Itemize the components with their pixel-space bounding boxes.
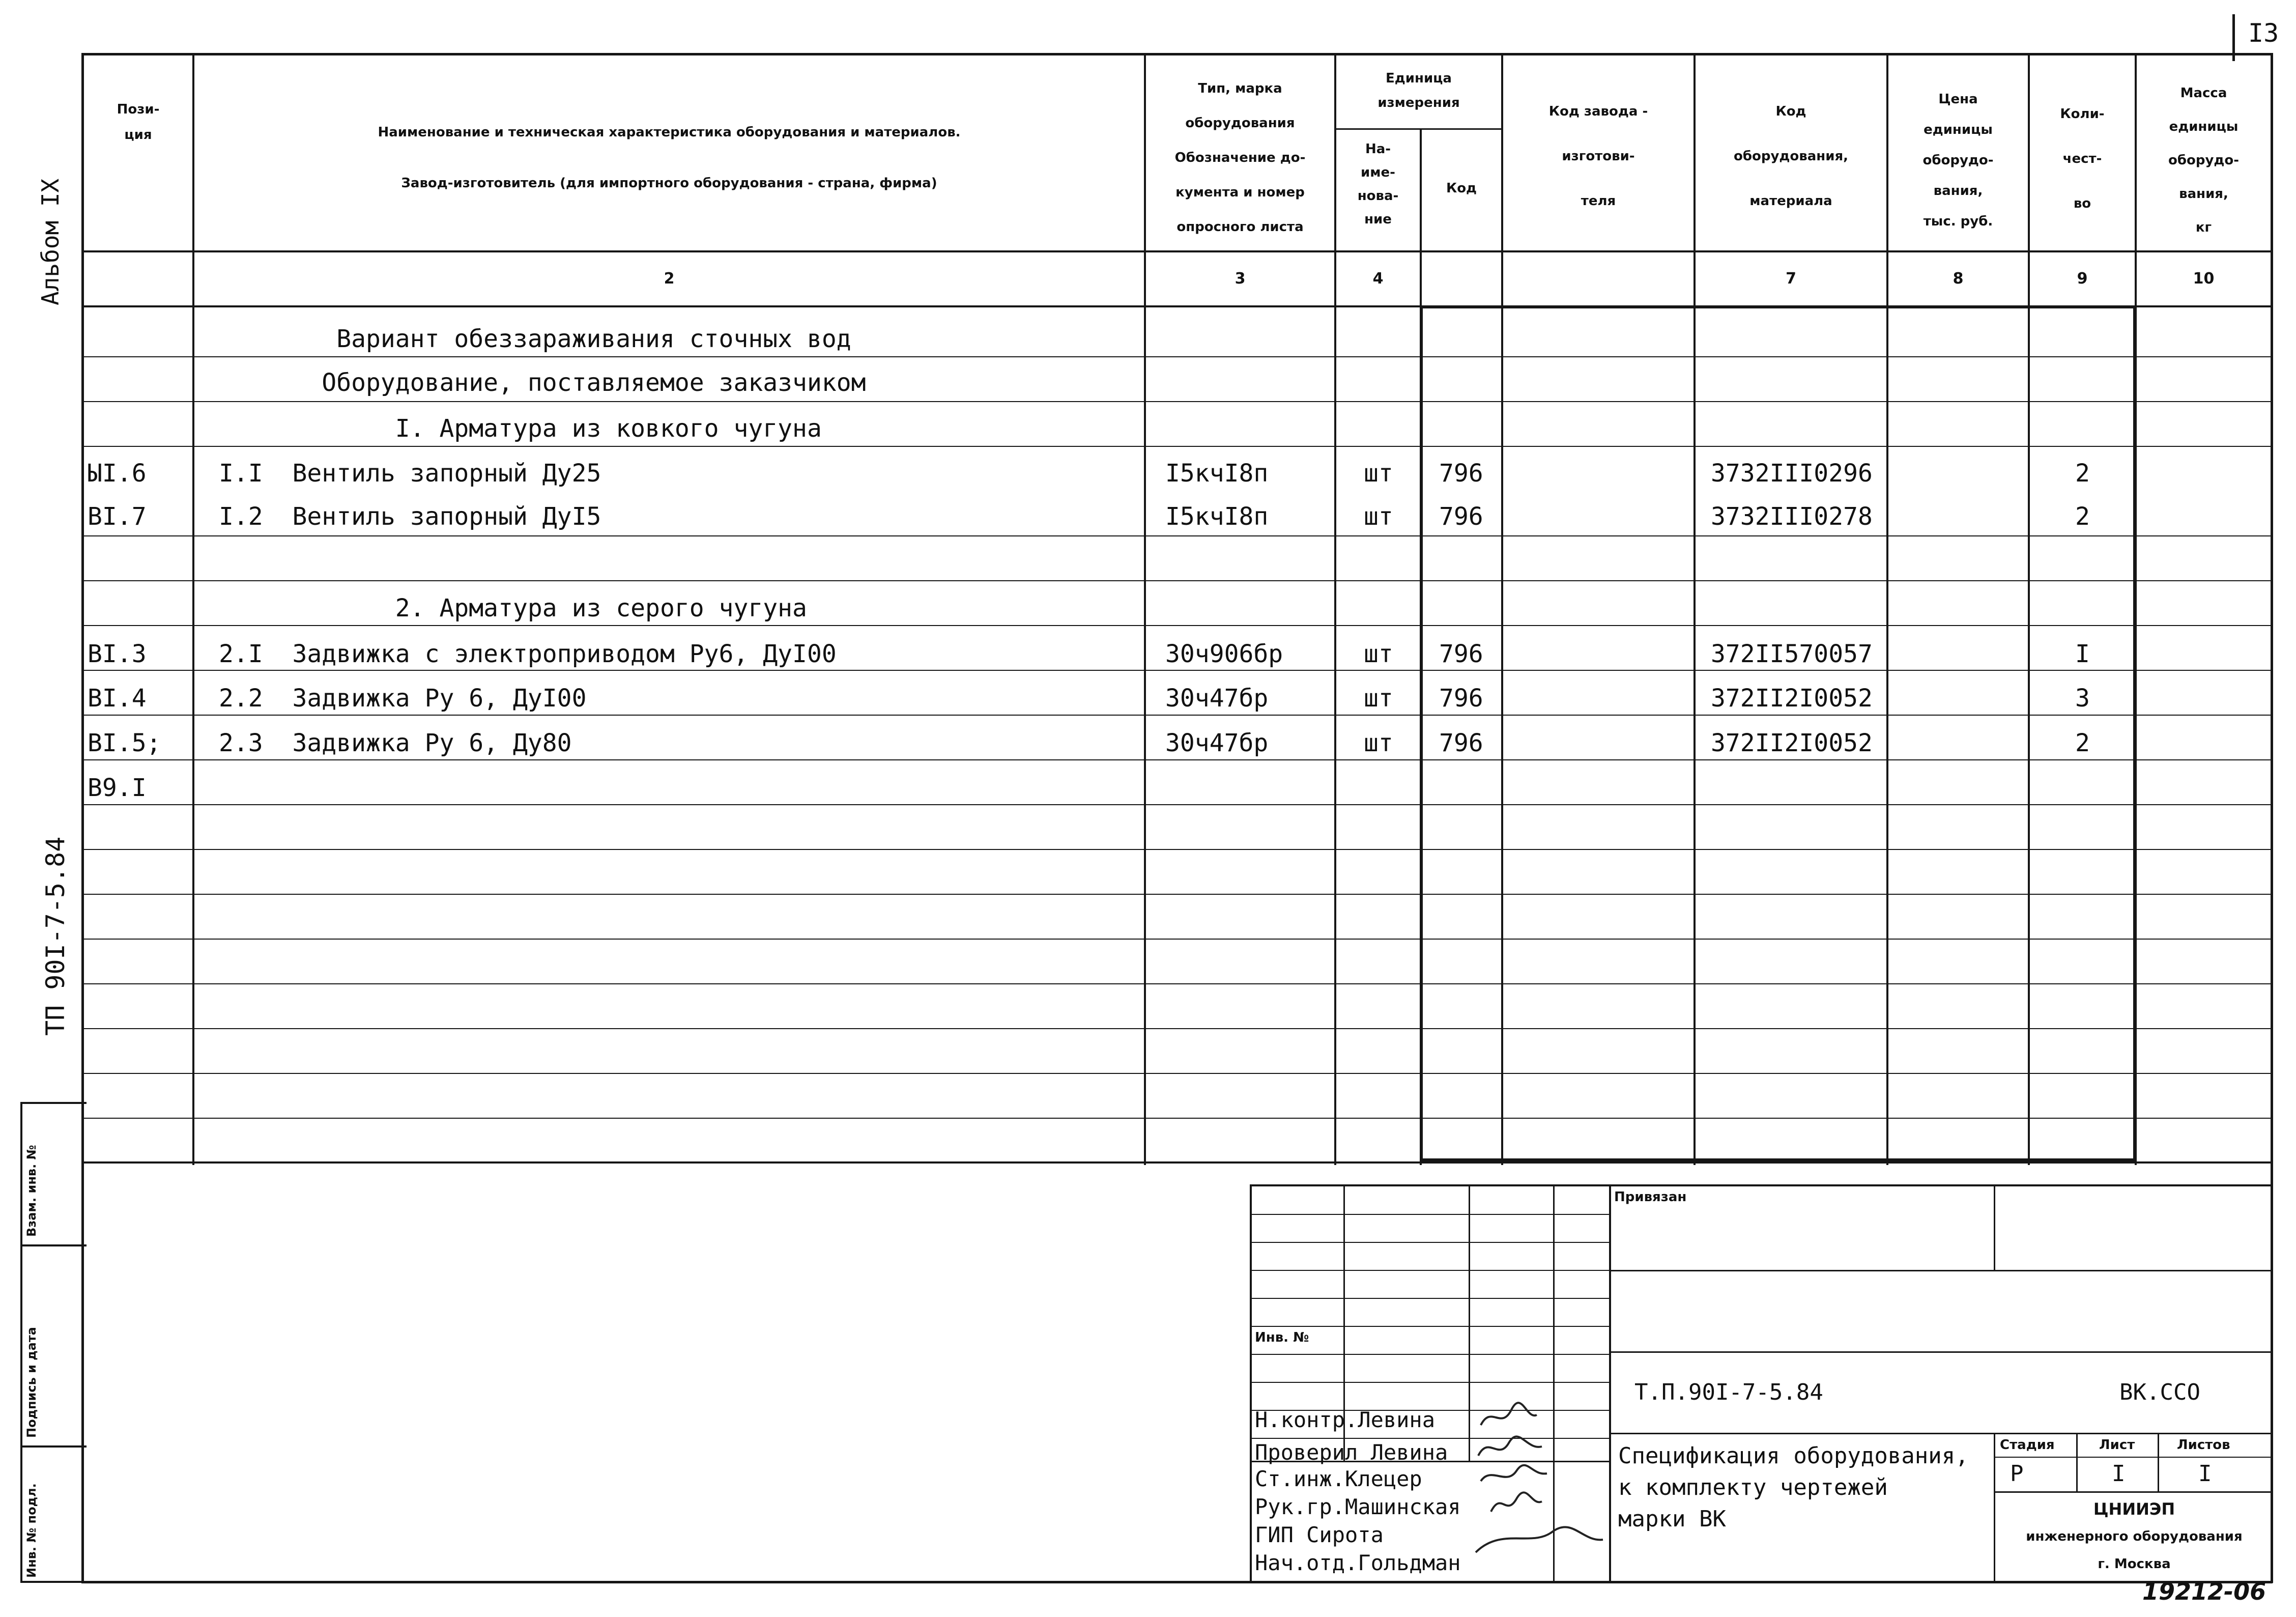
name-cell: 2. Арматура из серого чугуна	[219, 594, 807, 622]
name-cell: 2.3 Задвижка Ру 6, Ду80	[219, 729, 572, 757]
equipment-code-cell: 372II570057	[1711, 640, 1873, 668]
stamp-vzam: Взам. инв. №	[24, 1145, 39, 1237]
unit-name-cell: шт	[1364, 729, 1393, 757]
sheet-number: I3	[2248, 18, 2279, 48]
unit-code-cell: 796	[1439, 459, 1483, 488]
position-cell: ВI.4	[88, 684, 147, 713]
signer-row: ГИП Сирота	[1255, 1522, 1384, 1547]
header-type: Тип, марка оборудования Обозначение до- кумента и номер опросного листа	[1174, 81, 1306, 235]
privyazan-label: Привязан	[1614, 1189, 1687, 1205]
document-title: Спецификация оборудования, к комплекту чертежей марки ВК	[1618, 1443, 1969, 1532]
header-equipment-code: Код оборудования, материала	[1733, 104, 1849, 209]
position-cell: ВI.5;	[88, 729, 161, 757]
header-plant-code: Код завода - изготови- теля	[1548, 104, 1648, 209]
type-cell: 30ч47бр	[1165, 729, 1269, 757]
header-mass: Масса единицы оборудо- вания, кг	[2168, 86, 2240, 235]
type-cell: I5кчI8п	[1165, 459, 1269, 488]
unit-code-cell: 796	[1439, 502, 1483, 531]
equipment-code-cell: 3732III0296	[1711, 459, 1873, 488]
header-price: Цена единицы оборудо- вания, тыс. руб.	[1922, 92, 1994, 229]
header-name: Наименование и техническая характеристика оборудования и материалов. Завод-изготовитель (для импортного оборудования - страна, фирма)	[378, 125, 961, 191]
equipment-code-cell: 372II2I0052	[1711, 729, 1873, 757]
unit-name-cell: шт	[1364, 640, 1393, 668]
name-cell: I. Арматура из ковкого чугуна	[219, 414, 822, 443]
sheet-value: I	[2112, 1461, 2126, 1487]
project-code-side: ТП 90I-7-5.84	[41, 836, 70, 1036]
organization: ЦНИИЭП инженерного оборудования г. Москва	[2026, 1499, 2243, 1572]
position-cell: ВI.7	[88, 502, 147, 531]
header-unit-code: Код	[1446, 181, 1477, 196]
album-label: Альбом IX	[37, 178, 64, 305]
quantity-cell: I	[2075, 640, 2090, 668]
name-cell: 2.2 Задвижка Ру 6, ДуI00	[219, 684, 587, 713]
signer-row: Нач.отд.Гольдман	[1255, 1550, 1461, 1575]
unit-name-cell: шт	[1364, 459, 1393, 488]
header-unit-name: На- име- нова- ние	[1357, 141, 1399, 227]
col-number: 9	[2077, 270, 2088, 288]
name-cell: I.I Вентиль запорный Ду25	[219, 459, 601, 488]
position-cell: ЫI.6	[88, 459, 147, 488]
col-number: 7	[1786, 270, 1796, 288]
quantity-cell: 3	[2075, 684, 2090, 713]
inv-label: Инв. №	[1255, 1330, 1309, 1345]
type-cell: 30ч47бр	[1165, 684, 1269, 713]
signer-row: Ст.инж.Клецер	[1255, 1466, 1422, 1491]
sheet-label: Лист	[2099, 1437, 2135, 1453]
col-number: 10	[2193, 270, 2215, 288]
name-cell: Вариант обеззараживания сточных вод	[219, 325, 851, 353]
position-cell: ВI.3	[88, 640, 147, 668]
unit-code-cell: 796	[1439, 684, 1483, 713]
signer-row: Н.контр.Левина	[1255, 1407, 1436, 1432]
col-number: 4	[1372, 270, 1384, 288]
type-cell: I5кчI8п	[1165, 502, 1269, 531]
quantity-cell: 2	[2075, 729, 2090, 757]
stamp-podpis: Подпись и дата	[24, 1327, 39, 1438]
name-cell: 2.I Задвижка с электроприводом Ру6, ДуI00	[219, 640, 837, 668]
unit-code-cell: 796	[1439, 640, 1483, 668]
name-cell: Оборудование, поставляемое заказчиком	[219, 368, 866, 397]
name-cell: I.2 Вентиль запорный ДуI5	[219, 502, 601, 531]
signatures	[1471, 1400, 1623, 1583]
stage-value: Р	[2010, 1461, 2024, 1487]
unit-name-cell: шт	[1364, 684, 1393, 713]
stage-label: Стадия	[2000, 1437, 2055, 1453]
document-code: Т.П.90I-7-5.84	[1634, 1379, 1823, 1405]
unit-code-cell: 796	[1439, 729, 1483, 757]
equipment-code-cell: 372II2I0052	[1711, 684, 1873, 713]
unit-name-cell: шт	[1364, 502, 1393, 531]
archive-number: 19212-06	[2142, 1578, 2266, 1605]
type-cell: 30ч906бр	[1165, 640, 1283, 668]
equipment-code-cell: 3732III0278	[1711, 502, 1873, 531]
signer-row: Проверил Левина	[1255, 1440, 1448, 1465]
col-number: 3	[1235, 270, 1246, 288]
header-position: Пози- ция	[117, 102, 160, 143]
quantity-cell: 2	[2075, 502, 2090, 531]
col-number: 8	[1953, 270, 1964, 288]
quantity-cell: 2	[2075, 459, 2090, 488]
sheets-label: Листов	[2177, 1437, 2230, 1453]
sheets-value: I	[2198, 1461, 2212, 1487]
stamp-inv-podl: Инв. № подл.	[24, 1483, 39, 1578]
header-quantity: Коли- чест- во	[2060, 106, 2105, 211]
drawing-mark: ВК.ССО	[2119, 1379, 2200, 1405]
header-unit-group: Единица измерения	[1377, 71, 1460, 110]
signer-row: Рук.гр.Машинская	[1255, 1494, 1461, 1519]
col-number: 2	[664, 270, 675, 288]
position-cell: В9.I	[88, 774, 147, 802]
